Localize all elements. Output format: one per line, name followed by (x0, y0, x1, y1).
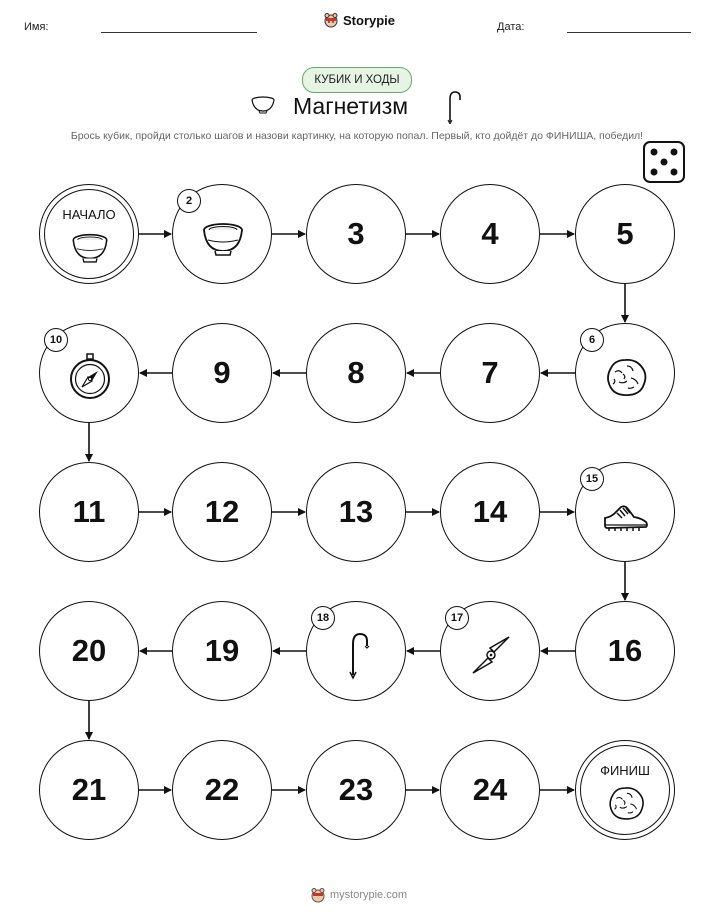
space-number: 8 (347, 355, 365, 390)
compass-needle-icon (466, 630, 516, 680)
date-label: Дата: (497, 21, 525, 33)
board-space (39, 740, 139, 840)
space-number-badge: 17 (445, 606, 469, 630)
space-number: 14 (472, 494, 508, 529)
storypie-mascot-icon (310, 887, 326, 903)
space-label: НАЧАЛО (62, 207, 116, 222)
brand-name: Storypie (343, 12, 396, 28)
board-space (575, 462, 675, 562)
space-number: 16 (607, 633, 643, 668)
space-number: 4 (481, 216, 499, 251)
space-number: 19 (204, 633, 240, 668)
space-number-badge: 2 (177, 189, 201, 213)
board-space (172, 323, 272, 423)
board-space (575, 184, 675, 284)
space-number: 23 (338, 772, 374, 807)
space-number-badge: 18 (311, 606, 335, 630)
board-space (306, 601, 406, 701)
space-label: ФИНИШ (600, 763, 650, 778)
space-number: 11 (72, 494, 106, 529)
space-number: 13 (338, 494, 374, 529)
space-number: 21 (71, 772, 107, 807)
board-space (172, 462, 272, 562)
board-space (306, 323, 406, 423)
space-number-badge: 10 (44, 328, 68, 352)
board-space (440, 462, 540, 562)
start-space (39, 184, 139, 284)
board-space (39, 323, 139, 423)
page-title: Магнетизм (293, 93, 409, 119)
space-number: 20 (71, 633, 107, 668)
rock-icon (601, 352, 651, 402)
space-number-badge: 6 (580, 328, 604, 352)
board-space (440, 601, 540, 701)
board-space (575, 323, 675, 423)
board-space (172, 740, 272, 840)
board-space (440, 184, 540, 284)
footer (310, 887, 407, 903)
footer-url: mystorypie.com (330, 889, 408, 901)
space-number: 24 (472, 772, 508, 807)
space-number: 9 (213, 355, 231, 390)
board-space (39, 601, 139, 701)
activity-tag: КУБИК И ХОДЫ (302, 67, 412, 93)
bowl-icon (198, 213, 248, 263)
bowl-icon (68, 225, 112, 269)
space-number: 3 (347, 216, 365, 251)
board-space (306, 740, 406, 840)
board-space (39, 462, 139, 562)
space-number: 7 (481, 355, 499, 390)
board-space (575, 601, 675, 701)
board-space (172, 601, 272, 701)
space-number-badge: 15 (580, 467, 604, 491)
board-space (440, 323, 540, 423)
board-space (172, 184, 272, 284)
instructions: Брось кубик, пройди столько шагов и назови картинку, на которую попал. Первый, кто дойдёт до ФИНИША, победил! (70, 130, 644, 142)
name-label: Имя: (24, 21, 49, 33)
compass-icon (65, 352, 115, 402)
board-space (306, 184, 406, 284)
sneaker-icon (601, 491, 651, 541)
space-number: 12 (204, 494, 240, 529)
rock-icon (604, 781, 648, 825)
board-space (306, 462, 406, 562)
hook-icon (332, 630, 382, 680)
space-number: 22 (204, 772, 240, 807)
board-space (440, 740, 540, 840)
space-number: 5 (616, 216, 634, 251)
finish-space (575, 740, 675, 840)
